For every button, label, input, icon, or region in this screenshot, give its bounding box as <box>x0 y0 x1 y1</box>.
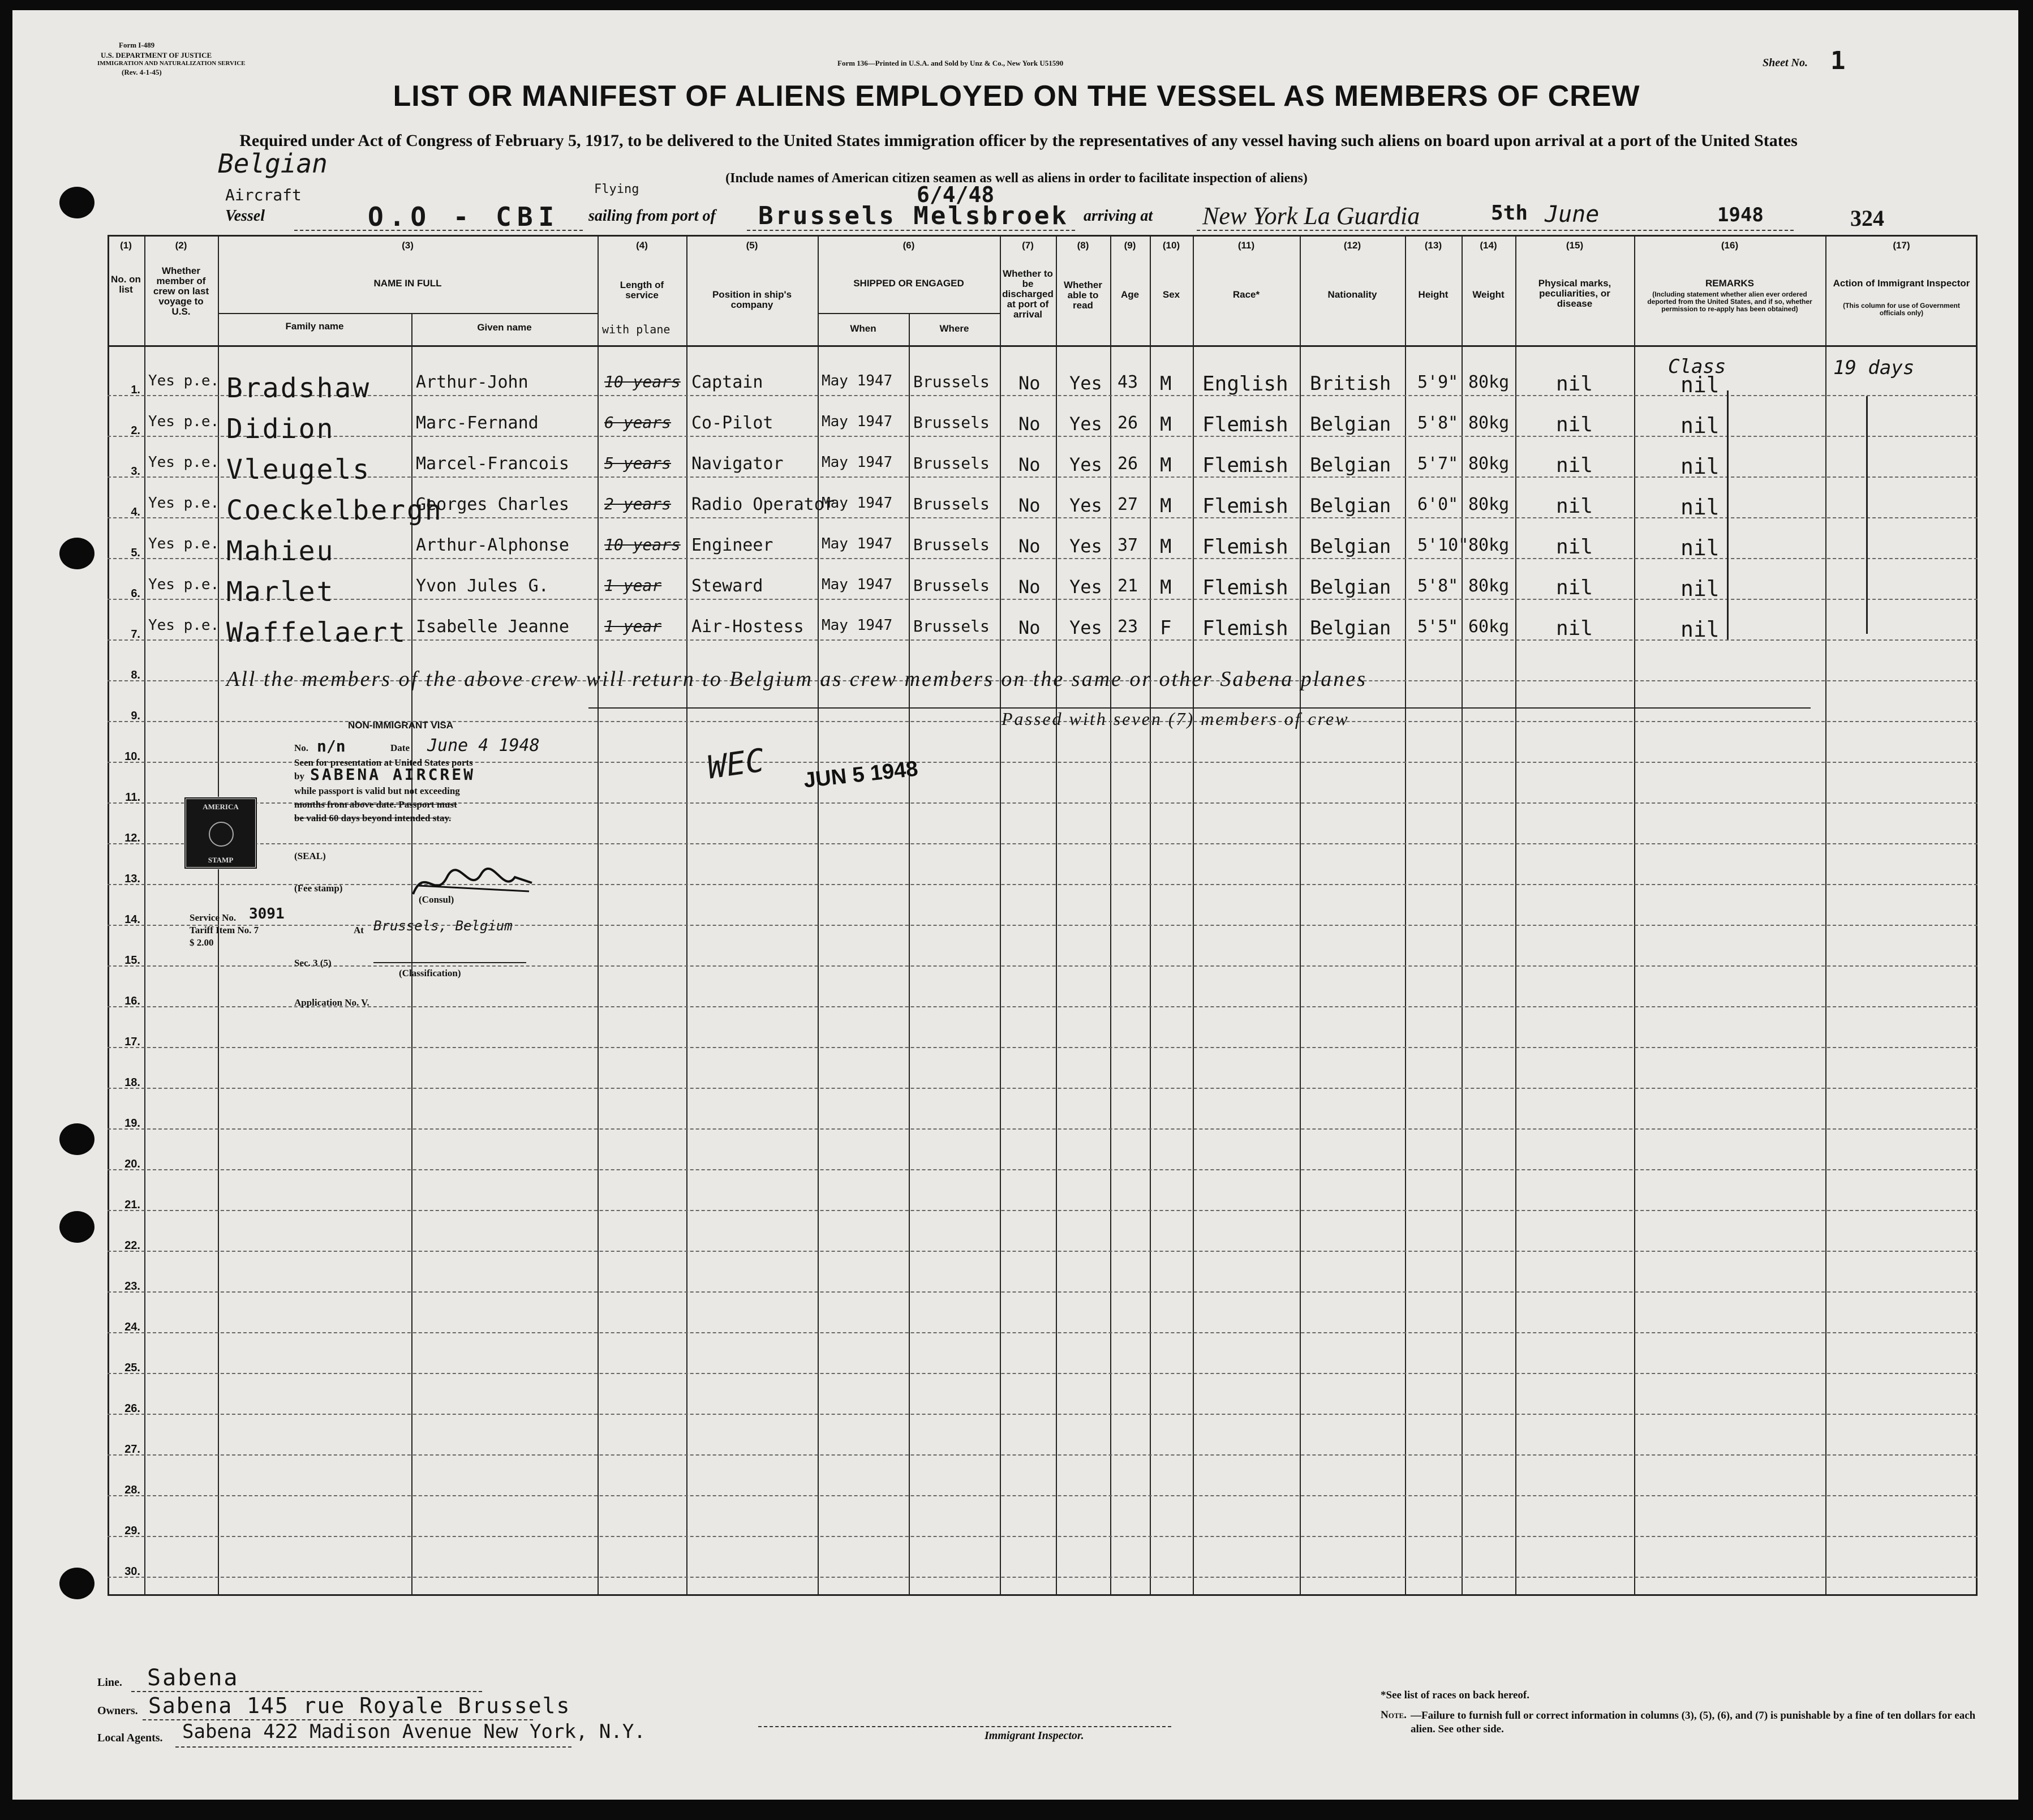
binder-hole <box>59 187 94 218</box>
row-line <box>108 1332 1978 1333</box>
col3-number: (3) <box>402 240 414 251</box>
col6-header: SHIPPED OR ENGAGED <box>853 278 964 289</box>
crew-family: Didion <box>226 413 335 445</box>
crew-race: Flemish <box>1202 535 1288 559</box>
crew-discharged: No <box>1018 576 1041 598</box>
row-line <box>108 843 1978 844</box>
crew-height: 5'10" <box>1417 535 1469 555</box>
vessel-name: O.O - CBI <box>368 201 560 232</box>
crew-last: Yes p.e. <box>148 413 220 430</box>
row-number: 16. <box>124 995 140 1007</box>
visa-line2: months from above date. Passport must <box>294 799 457 810</box>
crew-service: 5 years <box>604 454 672 473</box>
col14-number: (14) <box>1480 240 1497 251</box>
line-value: Sabena <box>147 1665 239 1691</box>
departure-date: 6/4/48 <box>917 182 995 207</box>
crew-race: Flemish <box>1202 413 1288 436</box>
crew-when: May 1947 <box>822 454 893 471</box>
crew-when: May 1947 <box>822 495 893 512</box>
department: U.S. DEPARTMENT OF JUSTICE <box>101 51 212 59</box>
crew-sex: M <box>1160 535 1172 558</box>
row-line <box>108 1536 1978 1537</box>
port-underline <box>747 230 1075 231</box>
binder-hole <box>59 1568 94 1599</box>
visa-at-label: At <box>354 925 364 935</box>
printer-line: Form 136—Printed in U.S.A. and Sold by Unz & Co., New York U51590 <box>837 59 1064 67</box>
binder-hole <box>59 1211 94 1243</box>
crew-weight: 80kg <box>1468 576 1510 596</box>
visa-section: Sec. 3 (5) <box>294 958 332 968</box>
given-name-header: Given name <box>477 322 532 333</box>
row-number: 1. <box>131 384 140 396</box>
agents-label: Local Agents. <box>97 1732 163 1744</box>
crew-height: 5'7" <box>1417 454 1459 474</box>
col9-header: Age <box>1120 289 1140 300</box>
visa-classification: (Classification) <box>399 968 461 978</box>
crew-service: 10 years <box>604 535 681 554</box>
crew-last: Yes p.e. <box>148 535 220 552</box>
row-number: 24. <box>124 1321 140 1333</box>
row-line <box>108 1495 1978 1496</box>
crew-remarks: nil <box>1680 413 1720 438</box>
row-line <box>108 1454 1978 1456</box>
row-line <box>108 1577 1978 1578</box>
col16-number: (16) <box>1721 240 1739 251</box>
crew-height: 5'5" <box>1417 617 1459 637</box>
crew-service: 2 years <box>604 495 672 513</box>
note-label: Note. <box>1381 1709 1407 1721</box>
row-number: 8. <box>131 669 140 681</box>
immigrant-inspector-label: Immigrant Inspector. <box>985 1729 1084 1742</box>
row-number: 2. <box>131 424 140 437</box>
row-number: 28. <box>124 1484 140 1496</box>
col15-number: (15) <box>1566 240 1584 251</box>
col13-number: (13) <box>1424 240 1442 251</box>
crew-nationality: Belgian <box>1310 454 1391 477</box>
inspector-ditto-line <box>1866 396 1868 634</box>
flying-handwriting: Flying <box>594 182 639 196</box>
crew-discharged: No <box>1018 413 1041 435</box>
arrival-underline <box>1197 230 1794 231</box>
row-number: 26. <box>124 1402 140 1415</box>
visa-application: Application No. V. <box>294 997 369 1008</box>
crew-last: Yes p.e. <box>148 454 220 471</box>
crew-sex: M <box>1160 576 1172 599</box>
crew-given: Arthur-Alphonse <box>416 535 569 555</box>
row-number: 7. <box>131 628 140 641</box>
col7-header: Whether to be discharged at port of arrival <box>1002 268 1054 320</box>
col4-number: (4) <box>636 240 648 251</box>
crew-where: Brussels <box>913 413 990 432</box>
crew-marks: nil <box>1556 372 1593 396</box>
row-line <box>108 1128 1978 1130</box>
col16-header: REMARKS <box>1705 278 1754 289</box>
crew-family: Mahieu <box>226 535 335 567</box>
crew-remarks: nil <box>1680 454 1720 479</box>
col11-header: Race* <box>1232 289 1260 300</box>
col12-header: Nationality <box>1327 289 1377 300</box>
binder-hole <box>59 1123 94 1155</box>
crew-position: Steward <box>691 576 763 596</box>
crew-given: Georges Charles <box>416 495 569 514</box>
subtitle: Required under Act of Congress of February 5, 1917, to be delivered to the United States immigration officer by the representatives of any vessel having such aliens on board upon arrival at a port of the United States <box>239 131 1798 150</box>
crew-marks: nil <box>1556 576 1593 599</box>
crew-sex: M <box>1160 495 1172 517</box>
row-line <box>108 965 1978 967</box>
crew-remarks: nil <box>1680 535 1720 560</box>
line-label: Line. <box>97 1676 122 1689</box>
row-number: 19. <box>124 1117 140 1130</box>
col10-header: Sex <box>1162 289 1180 300</box>
visa-title: NON-IMMIGRANT VISA <box>348 720 454 731</box>
arrival-month: June <box>1545 201 1600 227</box>
inspector-initials: WEC <box>704 742 767 787</box>
row-number: 17. <box>124 1036 140 1048</box>
visa-by-label: by <box>294 771 304 782</box>
crew-when: May 1947 <box>822 535 893 552</box>
row-number: 30. <box>124 1565 140 1578</box>
col6-number: (6) <box>902 240 915 251</box>
col4-handwriting: with plane <box>602 323 670 336</box>
row-number: 5. <box>131 547 140 559</box>
crew-where: Brussels <box>913 535 990 554</box>
row-number: 20. <box>124 1158 140 1170</box>
crew-marks: nil <box>1556 535 1593 559</box>
col16-subheader: (Including statement whether alien ever ordered deported from the United States, and if so, whether permission to re-apply has been obtained) <box>1647 290 1812 313</box>
visa-consul: (Consul) <box>419 894 454 905</box>
crew-sex: F <box>1160 617 1172 639</box>
agents-value: Sabena 422 Madison Avenue New York, N.Y. <box>182 1720 646 1743</box>
crew-given: Marcel-Francois <box>416 454 569 474</box>
crew-nationality: Belgian <box>1310 413 1391 436</box>
row-number: 21. <box>124 1199 140 1211</box>
row-number: 4. <box>131 506 140 518</box>
crew-age: 37 <box>1117 535 1138 555</box>
col1-header: No. on list <box>111 274 141 295</box>
row-number: 11. <box>125 791 140 804</box>
crew-age: 23 <box>1117 617 1138 637</box>
vessel-label: Vessel <box>225 207 265 225</box>
row-line <box>108 1047 1978 1048</box>
crew-given: Yvon Jules G. <box>416 576 549 596</box>
crew-sex: M <box>1160 454 1172 477</box>
visa-at-value: Brussels, Belgium <box>373 918 513 934</box>
crew-read: Yes <box>1069 617 1102 638</box>
row8-note: All the members of the above crew will return to Belgium as crew members on the same or other Sabena planes <box>226 667 1367 691</box>
crew-discharged: No <box>1018 372 1041 394</box>
crew-discharged: No <box>1018 535 1041 557</box>
crew-sex: M <box>1160 372 1172 395</box>
crew-service: 1 year <box>604 576 662 595</box>
aircraft-handwriting: Aircraft <box>225 186 302 204</box>
crew-read: Yes <box>1069 535 1102 557</box>
crew-given: Marc-Fernand <box>416 413 539 433</box>
crew-nationality: British <box>1310 372 1391 395</box>
form-revision: (Rev. 4-1-45) <box>122 68 162 76</box>
header-bottom-rule <box>108 345 1978 347</box>
crew-read: Yes <box>1069 495 1102 516</box>
when-header: When <box>850 323 876 334</box>
remarks-ditto-line <box>1727 390 1729 639</box>
col17-number: (17) <box>1893 240 1910 251</box>
col2-header: Whether member of crew on last voyage to U.S. <box>153 265 209 317</box>
crew-marks: nil <box>1556 454 1593 477</box>
sheet-number: 1 <box>1830 46 1846 75</box>
crew-given: Isabelle Jeanne <box>416 617 569 637</box>
col4-header: Length of service <box>620 280 664 301</box>
col17-header: Action of Immigrant Inspector <box>1833 278 1970 289</box>
row-number: 6. <box>131 587 140 600</box>
col10-number: (10) <box>1162 240 1180 251</box>
visa-date-label: Date <box>390 742 410 753</box>
crew-nationality: Belgian <box>1310 535 1391 558</box>
crew-nationality: Belgian <box>1310 576 1391 599</box>
row-line <box>108 1373 1978 1374</box>
sailing-label: sailing from port of <box>588 207 716 225</box>
crew-where: Brussels <box>913 454 990 473</box>
row-number: 13. <box>124 873 140 885</box>
crew-age: 43 <box>1117 372 1138 392</box>
visa-line3: be valid 60 days beyond intended stay. <box>294 813 452 823</box>
binder-hole <box>59 538 94 569</box>
crew-last: Yes p.e. <box>148 617 220 634</box>
crew-height: 5'8" <box>1417 413 1459 433</box>
row-number: 29. <box>124 1525 140 1537</box>
col13-header: Height <box>1418 289 1449 300</box>
row-line <box>108 1251 1978 1252</box>
crew-sex: M <box>1160 413 1172 436</box>
row-number: 15. <box>124 954 140 967</box>
crew-remarks: nil <box>1680 495 1720 520</box>
row-number: 10. <box>124 750 140 763</box>
visa-fee-label: (Fee stamp) <box>294 883 343 894</box>
row-number: 22. <box>124 1239 140 1252</box>
arriving-label: arriving at <box>1084 207 1153 225</box>
owners-value: Sabena 145 rue Royale Brussels <box>148 1693 571 1718</box>
crew-family: Marlet <box>226 576 335 608</box>
departure-port: Brussels Melsbroek <box>758 201 1069 230</box>
crew-family: Coeckelbergh <box>226 495 443 526</box>
crew-read: Yes <box>1069 576 1102 598</box>
visa-no-label: No. <box>294 742 309 753</box>
crew-age: 27 <box>1117 495 1138 514</box>
col14-header: Weight <box>1472 289 1505 300</box>
crew-remarks: nil <box>1680 576 1720 601</box>
crew-when: May 1947 <box>822 372 893 389</box>
crew-height: 6'0" <box>1417 495 1459 514</box>
visa-service-label: Service No. <box>190 912 237 923</box>
row-number: 12. <box>124 832 140 844</box>
col11-number: (11) <box>1237 240 1255 251</box>
crew-race: Flemish <box>1202 617 1288 640</box>
visa-by-value: SABENA AIRCREW <box>310 765 476 784</box>
crew-height: 5'8" <box>1417 576 1459 596</box>
crew-where: Brussels <box>913 372 990 391</box>
arrival-port: New York La Guardia <box>1202 202 1420 230</box>
crew-position: Radio Operator <box>691 495 835 514</box>
document-number: 324 <box>1850 205 1884 231</box>
crew-when: May 1947 <box>822 576 893 593</box>
crew-remarks: nil <box>1680 617 1720 642</box>
col8-header: Whether able to read <box>1064 280 1102 311</box>
visa-seen: Seen for presentation at United States ports <box>294 757 473 768</box>
crew-last: Yes p.e. <box>148 495 220 512</box>
crew-family: Bradshaw <box>226 372 371 404</box>
owners-label: Owners. <box>97 1705 138 1717</box>
crew-family: Vleugels <box>226 454 371 486</box>
crew-height: 5'9" <box>1417 372 1459 392</box>
col1-number: (1) <box>120 240 132 251</box>
crew-age: 26 <box>1117 413 1138 433</box>
crew-race: Flemish <box>1202 576 1288 599</box>
crew-where: Brussels <box>913 576 990 595</box>
visa-tariff: Tariff Item No. 7 <box>190 925 259 935</box>
row-line <box>108 1291 1978 1293</box>
crew-where: Brussels <box>913 617 990 636</box>
col12-number: (12) <box>1343 240 1361 251</box>
crew-read: Yes <box>1069 454 1102 475</box>
col2-number: (2) <box>175 240 187 251</box>
crew-family: Waffelaert <box>226 617 407 649</box>
crew-position: Captain <box>691 372 763 392</box>
row-line <box>108 1006 1978 1007</box>
row9-note: Passed with seven (7) members of crew <box>1002 709 1349 729</box>
crew-discharged: No <box>1018 495 1041 516</box>
row-line <box>108 1169 1978 1170</box>
row-number: 23. <box>124 1280 140 1293</box>
col5-number: (5) <box>746 240 758 251</box>
row-line <box>108 884 1978 885</box>
fee-stamp: AMERICA STAMP <box>184 797 257 869</box>
crew-weight: 80kg <box>1468 495 1510 514</box>
col5-header: Position in ship's company <box>712 289 792 310</box>
crew-race: Flemish <box>1202 454 1288 477</box>
crew-position: Air-Hostess <box>691 617 804 637</box>
crew-race: English <box>1202 372 1288 396</box>
crew-last: Yes p.e. <box>148 372 220 389</box>
crew-when: May 1947 <box>822 617 893 634</box>
row-number: 18. <box>124 1076 140 1089</box>
crew-given: Arthur-John <box>416 372 528 392</box>
col9-number: (9) <box>1124 240 1136 251</box>
visa-date-value: June 4 1948 <box>427 736 540 756</box>
sheet-label: Sheet No. <box>1763 57 1808 69</box>
col7-number: (7) <box>1022 240 1034 251</box>
inspector-note: 19 days <box>1833 357 1915 379</box>
penalty-note: —Failure to furnish full or correct information in columns (3), (5), (6), and (7) is punishable by a fine of ten dollars for each alien. See other side. <box>1411 1710 1976 1735</box>
col3-header: NAME IN FULL <box>373 278 442 289</box>
crew-weight: 80kg <box>1468 535 1510 555</box>
service-name: IMMIGRATION AND NATURALIZATION SERVICE <box>97 60 246 67</box>
row-line <box>108 1414 1978 1415</box>
crew-read: Yes <box>1069 413 1102 435</box>
crew-weight: 80kg <box>1468 454 1510 474</box>
crew-marks: nil <box>1556 495 1593 518</box>
row-line <box>108 1210 1978 1211</box>
crew-service: 1 year <box>604 617 662 636</box>
manifest-table <box>108 235 1978 1596</box>
crew-last: Yes p.e. <box>148 576 220 593</box>
vessel-underline <box>294 230 583 231</box>
family-name-header: Family name <box>285 321 344 332</box>
crew-discharged: No <box>1018 617 1041 638</box>
visa-seal: (SEAL) <box>294 851 326 861</box>
row-number: 27. <box>124 1443 140 1456</box>
crew-marks: nil <box>1556 413 1593 436</box>
crew-nationality: Belgian <box>1310 495 1391 517</box>
col8-number: (8) <box>1077 240 1089 251</box>
crew-age: 26 <box>1117 454 1138 474</box>
remarks-class: Class <box>1668 355 1726 378</box>
row-number: 25. <box>124 1362 140 1374</box>
crew-race: Flemish <box>1202 495 1288 518</box>
include-note: (Include names of American citizen seamen as well as aliens in order to facilitate inspection of aliens) <box>725 171 1308 186</box>
page-title: LIST OR MANIFEST OF ALIENS EMPLOYED ON THE VESSEL AS MEMBERS OF CREW <box>393 80 1640 113</box>
row-number: 9. <box>131 710 140 722</box>
row-line <box>108 1088 1978 1089</box>
crew-discharged: No <box>1018 454 1041 475</box>
crew-service: 10 years <box>604 372 681 391</box>
visa-fee-amount: $ 2.00 <box>190 937 214 948</box>
country-handwriting: Belgian <box>218 148 328 179</box>
crew-weight: 80kg <box>1468 372 1510 392</box>
inspection-date-stamp: JUN 5 1948 <box>802 757 919 793</box>
crew-age: 21 <box>1117 576 1138 596</box>
crew-weight: 80kg <box>1468 413 1510 433</box>
crew-position: Co-Pilot <box>691 413 773 433</box>
crew-weight: 60kg <box>1468 617 1510 637</box>
crew-remarks: nil <box>1680 372 1720 397</box>
col17-subheader: (This column for use of Government officials only) <box>1843 302 1960 317</box>
where-header: Where <box>939 323 969 334</box>
row-number: 3. <box>131 465 140 478</box>
crew-position: Navigator <box>691 454 784 474</box>
visa-service-value: 3091 <box>249 905 285 922</box>
col15-header: Physical marks, peculiarities, or disease <box>1538 278 1611 309</box>
form-number: Form I-489 <box>119 41 155 49</box>
crew-marks: nil <box>1556 617 1593 640</box>
row-number: 14. <box>124 913 140 926</box>
visa-no-value: n/n <box>317 737 346 756</box>
arrival-day: 5th <box>1491 201 1528 225</box>
crew-nationality: Belgian <box>1310 617 1391 639</box>
crew-position: Engineer <box>691 535 773 555</box>
see-list-note: *See list of races on back hereof. <box>1381 1689 1529 1701</box>
crew-read: Yes <box>1069 372 1102 394</box>
visa-line1: while passport is valid but not exceeding <box>294 785 460 796</box>
crew-where: Brussels <box>913 495 990 513</box>
crew-when: May 1947 <box>822 413 893 430</box>
crew-service: 6 years <box>604 413 672 432</box>
arrival-year: 1948 <box>1717 204 1764 226</box>
